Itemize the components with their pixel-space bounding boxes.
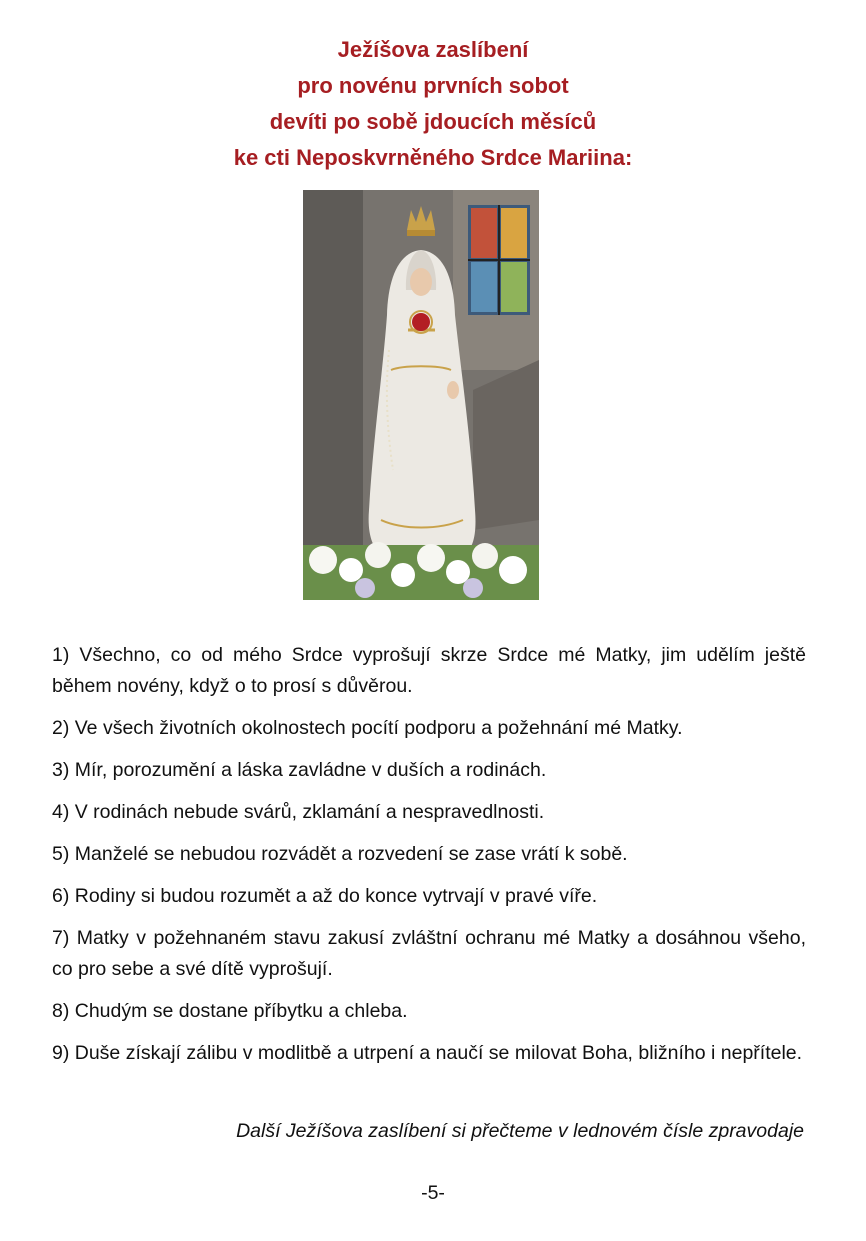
page-title xyxy=(0,32,866,176)
title-line-4: ke cti Neposkvrněného Srdce Mariina: xyxy=(233,145,633,170)
promises-list xyxy=(52,640,806,1080)
promise-5: 5) Manželé se nebudou rozvádět a rozvedení se zase vrátí k sobě. xyxy=(52,843,628,865)
promise-9: 9) Duše získají zálibu v modlitbě a utrpení a naučí se milovat Boha, bližního i nepřítele. xyxy=(52,1042,803,1064)
page-number: -5- xyxy=(421,1182,445,1204)
promise-4: 4) V rodinách nebude svárů, zklamání a nespravedlnosti. xyxy=(52,801,545,823)
title-line-1: Ježíšova zaslíbení xyxy=(337,37,529,62)
title-line-2: pro novénu prvních sobot xyxy=(297,73,569,98)
statue-photo xyxy=(303,190,539,600)
title-line-3: devíti po sobě jdoucích měsíců xyxy=(269,109,597,134)
promise-1: 1) Všechno, co od mého Srdce vyprošují skrze Srdce mé Matky, jim udělím ještě během novény, když o to prosí s důvěrou. xyxy=(52,644,806,697)
promise-6: 6) Rodiny si budou rozumět a až do konce vytrvají v pravé víře. xyxy=(52,885,598,907)
promise-8: 8) Chudým se dostane příbytku a chleba. xyxy=(52,1000,408,1022)
promise-3: 3) Mír, porozumění a láska zavládne v duších a rodinách. xyxy=(52,759,547,781)
closing-note: Další Ježíšova zaslíbení si přečteme v lednovém čísle zpravodaje xyxy=(236,1120,804,1142)
promise-2: 2) Ve všech životních okolnostech pocítí podporu a požehnání mé Matky. xyxy=(52,717,683,739)
statue-of-our-lady-of-fatima-icon xyxy=(303,190,539,600)
promise-7: 7) Matky v požehnaném stavu zakusí zvláštní ochranu mé Matky a dosáhnou všeho, co pro sebe a své dítě vyprošují. xyxy=(52,927,806,980)
